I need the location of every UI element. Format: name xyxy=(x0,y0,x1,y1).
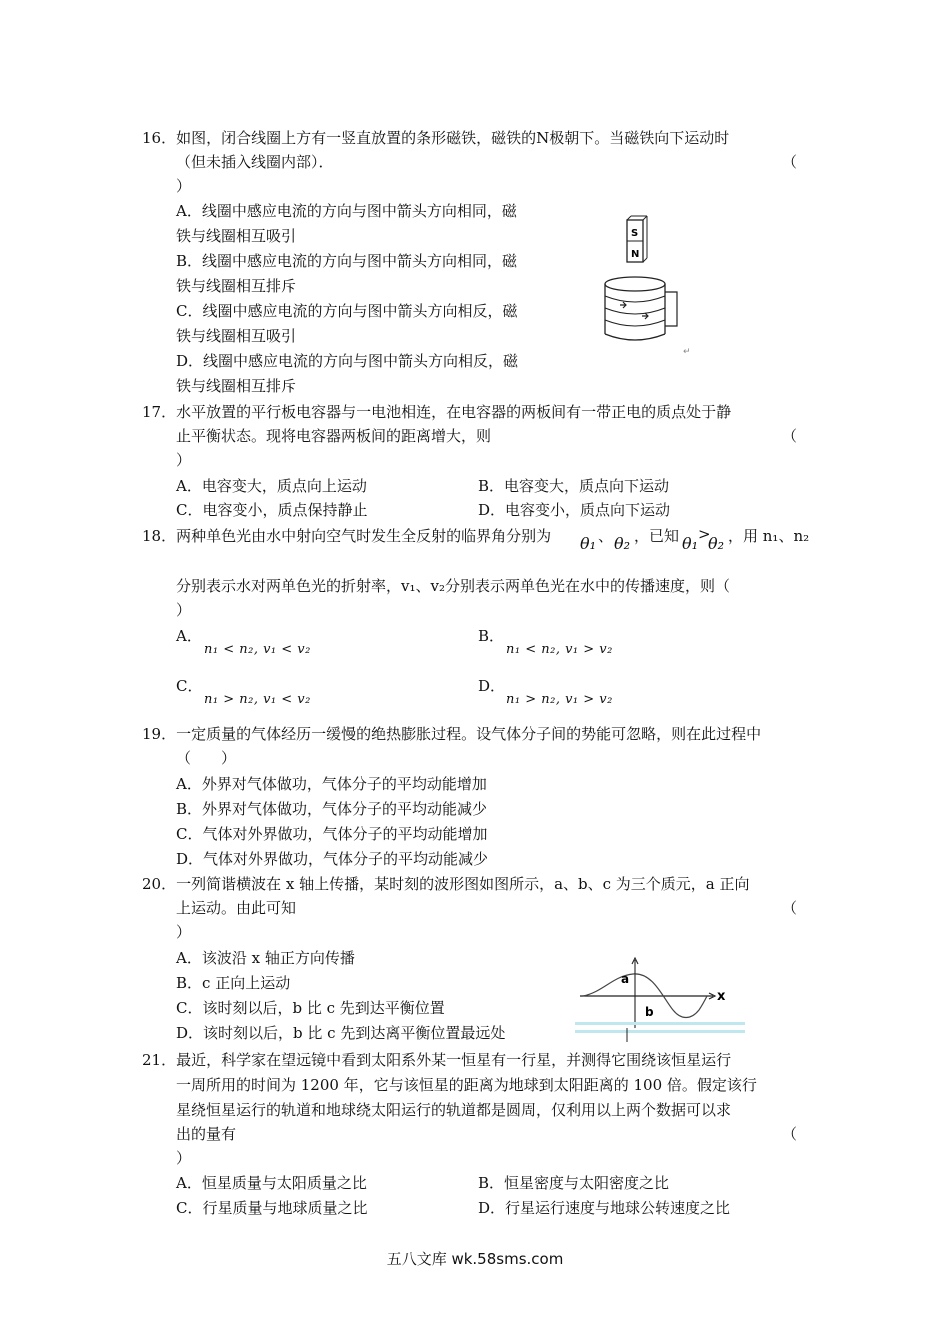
q18-option-a-math: n₁ < n₂, v₁ < v₂ xyxy=(204,642,311,657)
q20-paren-open: （ xyxy=(782,899,798,917)
q19-stem-line1: 19．一定质量的气体经历一缓慢的绝热膨胀过程。设气体分子间的势能可忽略，则在此过程中 xyxy=(142,725,762,743)
magnet-coil-figure xyxy=(598,214,708,364)
q16-option-a-line1: A．线圈中感应电流的方向与图中箭头方向相同，磁 xyxy=(176,202,517,220)
q17-option-c: C．电容变小，质点保持静止 xyxy=(176,501,368,519)
q16-option-b-line2: 铁与线圈相互排斥 xyxy=(176,277,297,295)
q17-option-a: A．电容变大，质点向上运动 xyxy=(176,477,367,495)
q21-option-a: A．恒星质量与太阳质量之比 xyxy=(176,1174,367,1192)
q16-option-a-line2: 铁与线圈相互吸引 xyxy=(176,227,297,245)
q21-stem-line2: 一周所用的时间为 1200 年，它与该恒星的距离为地球到太阳距离的 100 倍。假定该行 xyxy=(176,1076,757,1094)
q20-option-a: A．该波沿 x 轴正方向传播 xyxy=(176,949,355,967)
q21-option-b: B．恒星密度与太阳密度之比 xyxy=(478,1174,670,1192)
q16-option-c-line2: 铁与线圈相互吸引 xyxy=(176,327,297,345)
q21-stem-line3: 星绕恒星运行的轨道和地球绕太阳运行的轨道都是圆周，仅利用以上两个数据可以求 xyxy=(176,1101,732,1119)
q18-stem-line2: 分别表示水对两单色光的折射率，v₁、v₂分别表示两单色光在水中的传播速度，则（ xyxy=(176,577,730,595)
q18-option-d-math: n₁ > n₂, v₁ > v₂ xyxy=(506,692,613,707)
q16-paren-open: （ xyxy=(782,153,798,171)
footer-watermark: 五八文库 wk.58sms.com xyxy=(386,1250,564,1268)
q18-option-a-label: A． xyxy=(176,627,202,645)
magnet-s-label: S xyxy=(631,228,639,239)
q18-option-b-math: n₁ < n₂, v₁ > v₂ xyxy=(506,642,613,657)
q21-paren-close: ） xyxy=(176,1149,192,1167)
q20-option-d: D．该时刻以后，b 比 c 先到达离平衡位置最远处 xyxy=(176,1024,506,1042)
q19-option-c: C．气体对外界做功，气体分子的平均动能增加 xyxy=(176,825,488,843)
q19-paren: （ ） xyxy=(176,749,237,767)
return-mark: ↵ xyxy=(683,347,691,357)
q18-option-c-label: C． xyxy=(176,677,203,695)
q18-gt-sign: > xyxy=(698,525,711,543)
q18-stem-a: 18．两种单色光由水中射向空气时发生全反射的临界角分别为 xyxy=(142,527,552,545)
q18-stem-c: ，用 n₁、n₂ xyxy=(728,527,810,545)
q16-option-d-line1: D．线圈中感应电流的方向与图中箭头方向相反，磁 xyxy=(176,352,519,370)
q18-option-c-math: n₁ > n₂, v₁ < v₂ xyxy=(204,692,311,707)
q17-stem-line2: 止平衡状态。现将电容器两板间的距离增大，则 xyxy=(176,427,492,445)
q16-paren-close: ） xyxy=(176,177,192,195)
q16-stem-line2: （但未插入线圈内部）． xyxy=(176,153,334,171)
q18-theta2: θ₂ xyxy=(614,534,631,553)
q17-option-d: D．电容变小，质点向下运动 xyxy=(478,501,671,519)
wave-b-label: b xyxy=(645,1005,654,1019)
q20-stem-line2: 上运动。由此可知 xyxy=(176,899,297,917)
wave-figure xyxy=(575,948,755,1048)
q21-paren-open: （ xyxy=(782,1125,798,1143)
q17-paren-open: （ xyxy=(782,427,798,445)
q21-stem-line4: 出的量有 xyxy=(176,1125,237,1143)
q17-paren-close: ） xyxy=(176,451,192,469)
q20-stem-line1: 20．一列简谐横波在 x 轴上传播，某时刻的波形图如图所示，a、b、c 为三个质元，a 正向 xyxy=(142,875,750,893)
q18-theta2-b: θ₂ xyxy=(708,534,725,553)
q21-option-d: D．行星运行速度与地球公转速度之比 xyxy=(478,1199,731,1217)
q17-stem-line1: 17．水平放置的平行板电容器与一电池相连，在电容器的两板间有一带正电的质点处于静 xyxy=(142,403,732,421)
q20-option-c: C．该时刻以后，b 比 c 先到达平衡位置 xyxy=(176,999,445,1017)
q18-separator: 、 xyxy=(598,527,614,545)
q18-theta1: θ₁ xyxy=(580,534,597,553)
q19-option-d: D．气体对外界做功，气体分子的平均动能减少 xyxy=(176,850,489,868)
q16-stem-line1: 16．如图，闭合线圈上方有一竖直放置的条形磁铁，磁铁的N极朝下。当磁铁向下运动时 xyxy=(142,129,730,147)
q20-option-b: B．c 正向上运动 xyxy=(176,974,291,992)
q17-option-b: B．电容变大，质点向下运动 xyxy=(478,477,670,495)
q20-paren-close: ） xyxy=(176,923,192,941)
wave-a-label: a xyxy=(621,972,630,986)
q18-option-d-label: D． xyxy=(478,677,506,695)
q18-paren-close: ） xyxy=(176,601,192,619)
q16-option-d-line2: 铁与线圈相互排斥 xyxy=(176,377,297,395)
q16-option-c-line1: C．线圈中感应电流的方向与图中箭头方向相反，磁 xyxy=(176,302,518,320)
q16-option-b-line1: B．线圈中感应电流的方向与图中箭头方向相同，磁 xyxy=(176,252,518,270)
q21-option-c: C．行星质量与地球质量之比 xyxy=(176,1199,368,1217)
magnet-n-label: N xyxy=(631,249,640,260)
q19-option-a: A．外界对气体做功，气体分子的平均动能增加 xyxy=(176,775,487,793)
q18-theta1-b: θ₁ xyxy=(682,534,699,553)
q18-option-b-label: B． xyxy=(478,627,505,645)
q21-stem-line1: 21．最近，科学家在望远镜中看到太阳系外某一恒星有一行星，并测得它围绕该恒星运行 xyxy=(142,1051,732,1069)
q18-stem-b: ，已知 xyxy=(634,527,680,545)
q19-option-b: B．外界对气体做功，气体分子的平均动能减少 xyxy=(176,800,488,818)
wave-x-label: x xyxy=(717,989,726,1004)
